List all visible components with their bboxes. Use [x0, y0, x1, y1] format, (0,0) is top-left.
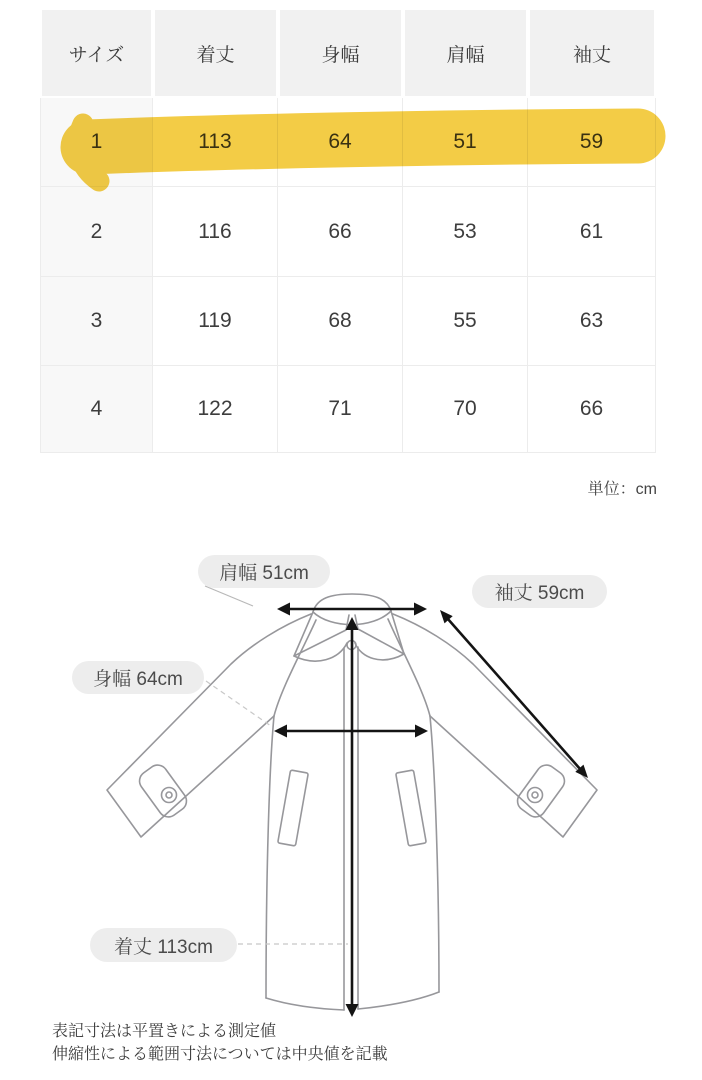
row2-sleeve-length: 61: [528, 187, 656, 277]
header-size: サイズ: [40, 8, 153, 98]
note-line-2: 伸縮性による範囲寸法については中央値を記載: [52, 1046, 388, 1063]
row2-length: 116: [153, 187, 278, 277]
right-cuff-button: [528, 788, 543, 803]
header-shoulder-width: 肩幅: [403, 8, 528, 98]
garment-length-label: 着丈 113cm: [90, 928, 237, 962]
unit-note: 単位：cm: [587, 481, 657, 498]
garment-length-arrow: [346, 617, 359, 1017]
row1-size: 1: [40, 98, 153, 187]
row4-shoulder-width: 70: [403, 366, 528, 453]
right-pocket: [396, 770, 427, 846]
shoulder-width-label: 肩幅 51cm: [198, 555, 330, 588]
row3-size: 3: [40, 277, 153, 366]
header-body-width: 身幅: [278, 8, 403, 98]
coat-measurement-diagram: [0, 540, 702, 1080]
row2-size: 2: [40, 187, 153, 277]
row3-sleeve-length: 63: [528, 277, 656, 366]
body-width-label: 身幅 64cm: [72, 661, 204, 694]
measurement-arrows: [274, 603, 588, 1018]
size-table: [40, 8, 656, 453]
row4-length: 122: [153, 366, 278, 453]
row1-body-width: 64: [278, 98, 403, 187]
row4-size: 4: [40, 366, 153, 453]
note-line-1: 表記寸法は平置きによる測定値: [52, 1023, 277, 1040]
row2-shoulder-width: 53: [403, 187, 528, 277]
row2-body-width: 66: [278, 187, 403, 277]
shoulder-width-arrow: [277, 603, 427, 616]
row3-length: 119: [153, 277, 278, 366]
measurement-notes: [52, 1020, 388, 1066]
header-length: 着丈: [153, 8, 278, 98]
header-sleeve-length: 袖丈: [528, 8, 656, 98]
left-pocket: [278, 770, 309, 846]
row1-length: 113: [153, 98, 278, 187]
row1-shoulder-width: 51: [403, 98, 528, 187]
sleeve-length-label: 袖丈 59cm: [472, 575, 607, 608]
sleeve-length-arrow: [440, 610, 588, 778]
row1-sleeve-length: 59: [528, 98, 656, 187]
left-cuff-button: [162, 788, 177, 803]
row4-sleeve-length: 66: [528, 366, 656, 453]
row3-body-width: 68: [278, 277, 403, 366]
row3-shoulder-width: 55: [403, 277, 528, 366]
row4-body-width: 71: [278, 366, 403, 453]
